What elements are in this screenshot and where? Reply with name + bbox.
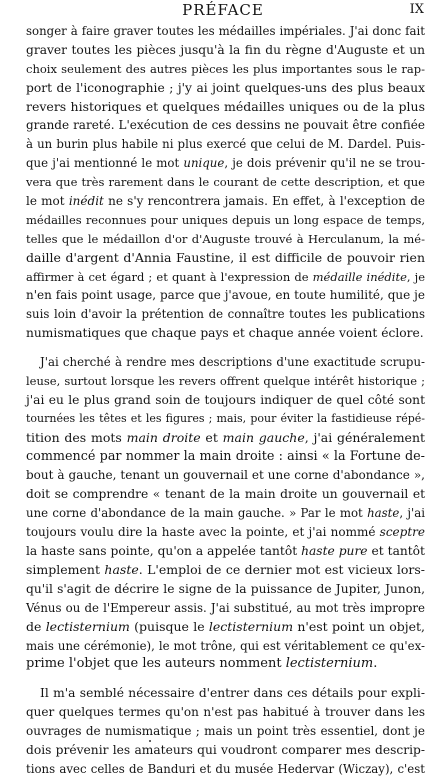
text-line (26, 599, 425, 618)
text-line (26, 580, 425, 599)
text-line (26, 684, 425, 703)
text-run: leuse, surtout lorsque les revers offrent quelque intérêt historique ; (26, 374, 425, 389)
text-line (26, 637, 425, 656)
text-run: . (373, 656, 378, 672)
text-run: revers historiques et quelques médailles uniques ou de la plus (26, 98, 425, 114)
text-run: vera que très rarement dans le courant de cette description, et que (26, 175, 425, 190)
text-line (26, 391, 425, 410)
text-line (26, 60, 425, 79)
text-run: daille d'argent d'Annia Faustine, il est difficile de pouvoir rien (26, 249, 425, 265)
text-run: simplement (26, 561, 105, 577)
text-line (26, 741, 425, 760)
body-text (26, 22, 425, 779)
italic-term: haste pure (301, 544, 368, 559)
text-run: la haste sans pointe, qu'on a appelée tantôt (26, 544, 302, 559)
italic-term: médaille inédite (312, 269, 407, 284)
text-run: , j'ai généralement (304, 429, 426, 445)
text-run: songer à faire graver toutes les médailles impériales. J'ai donc fait (26, 24, 425, 38)
text-run: grande rareté. L'exécution de ces dessins ne pouvait être confiée (26, 118, 425, 133)
text-line (26, 655, 425, 674)
text-line (26, 22, 425, 41)
italic-term: lectisternium (45, 618, 130, 634)
text-run: et tantôt (367, 544, 425, 559)
text-line (26, 305, 425, 324)
text-line (26, 722, 425, 741)
text-run: toujours voulu dire la haste avec la pointe, et j'ai nommé (26, 525, 380, 540)
text-line (26, 372, 425, 391)
text-run: , j'ai (399, 506, 426, 521)
paragraph (26, 22, 425, 343)
text-line (26, 561, 425, 580)
text-run: et (200, 429, 223, 445)
text-run: numismatiques que chaque pays et chaque année voient éclore. (26, 326, 424, 341)
text-run: de (26, 618, 46, 634)
italic-term: haste (104, 561, 139, 577)
text-run: à un burin plus habile ni plus exercé que celui de M. Dardel. Puis- (26, 137, 425, 152)
text-run: , je dois prévenir qu'il ne se trou- (224, 156, 426, 171)
text-line (26, 192, 425, 211)
text-line (26, 154, 425, 173)
text-run: une corne d'abondance de la main gauche. » Par le mot (26, 506, 368, 521)
text-run: suis loin d'avoir la prétention de connaître toutes les publications (26, 307, 425, 322)
text-run: j'ai eu le plus grand soin de toujours indiquer de quel côté sont (26, 392, 425, 407)
text-run: affirmer à cet égard ; et quant à l'expression de (26, 269, 313, 284)
text-line (26, 98, 425, 117)
text-run: ouvrages de numismatique ; mais un point très essentiel, dont je (26, 724, 425, 739)
paragraph (26, 353, 425, 674)
text-run: port de l'iconographie ; j'y ai joint quelques-uns des plus beaux (26, 80, 425, 95)
text-line (26, 523, 425, 542)
text-run: tition des mots (26, 429, 127, 445)
text-line (26, 448, 425, 467)
text-line (26, 41, 425, 60)
text-line (26, 542, 425, 561)
text-line (26, 249, 425, 268)
text-run: commencé par nommer la main droite : ainsi « la Fortune de- (26, 448, 425, 464)
text-run: ne s'y rencontrera jamais. En effet, à l'exception de (103, 194, 425, 209)
text-run: tions avec celles de Banduri et du musée Hedervar (Wiczay), c'est (26, 761, 425, 776)
text-line (26, 429, 425, 448)
text-line (26, 760, 425, 779)
text-run: mais une cérémonie), le mot trône, qui est véritablement ce qu'ex- (26, 638, 425, 653)
text-line (26, 286, 425, 305)
text-line (26, 504, 425, 523)
text-line (26, 618, 425, 637)
printing-speck (149, 740, 151, 742)
text-run: médailles reconnues pour uniques depuis un long espace de temps, (26, 212, 425, 227)
text-run: telles que le médaillon d'or d'Auguste trouvé à Herculanum, la mé- (26, 231, 425, 246)
text-line (26, 324, 425, 343)
text-run: graver toutes les pièces jusqu'à la fin du règne d'Auguste et un (26, 42, 425, 57)
text-line (26, 116, 425, 135)
text-line (26, 173, 425, 192)
paragraph (26, 684, 425, 778)
text-run: tournées les têtes et les figures ; mais, pour éviter la fastidieuse répé- (26, 411, 425, 425)
text-run: que j'ai mentionné le mot (26, 156, 184, 171)
text-line (26, 703, 425, 722)
text-line (26, 79, 425, 98)
text-line (26, 230, 425, 249)
text-run: quer quelques termes qu'on n'est pas habitué à trouver dans les (26, 705, 425, 720)
text-run: dois prévenir les amateurs qui voudront comparer mes descrip- (26, 742, 425, 757)
italic-term: main gauche (222, 429, 305, 445)
text-line (26, 410, 425, 429)
italic-term: inédit (68, 194, 104, 209)
text-run: (puisque le (129, 618, 209, 634)
running-title: PRÉFACE (182, 1, 264, 19)
text-line (26, 466, 425, 485)
text-line (26, 353, 425, 372)
text-line (26, 485, 425, 504)
text-run: J'ai cherché à rendre mes descriptions d'une exactitude scrupu- (40, 355, 425, 370)
text-run: choix seulement des autres pièces les plus importantes sous le rap- (26, 61, 425, 76)
italic-term: lectisternium (285, 656, 374, 672)
text-run: , je (406, 269, 426, 284)
text-run: n'en fais point usage, parce que j'avoue, en toute humilité, que je (26, 288, 425, 303)
italic-term: main droite (126, 429, 201, 445)
page-number: IX (409, 2, 424, 17)
text-run: prime l'objet que les auteurs nomment (26, 656, 286, 672)
text-run: le mot (26, 194, 69, 209)
text-run: qu'il s'agit de décrire le signe de la puissance de Jupiter, Junon, (26, 581, 425, 596)
italic-term: haste (367, 506, 400, 521)
text-run: Il m'a semblé nécessaire d'entrer dans ces détails pour expli- (40, 686, 425, 701)
italic-term: unique (183, 156, 225, 171)
text-line (26, 211, 425, 230)
text-run: doit se comprendre « tenant de la main droite un gouvernail et (26, 487, 425, 502)
text-run: bout à gauche, tenant un gouvernail et une corne d'abondance », (26, 468, 425, 483)
text-run: Vénus ou de l'Empereur assis. J'ai substitué, au mot très impropre (26, 600, 425, 615)
text-line (26, 268, 425, 287)
text-line (26, 135, 425, 154)
page-header (0, 1, 446, 21)
italic-term: sceptre (379, 525, 425, 540)
text-run: . L'emploi de ce dernier mot est vicieux lors- (138, 561, 426, 577)
italic-term: lectisternium (208, 618, 294, 634)
text-run: n'est point un objet, (293, 618, 426, 634)
